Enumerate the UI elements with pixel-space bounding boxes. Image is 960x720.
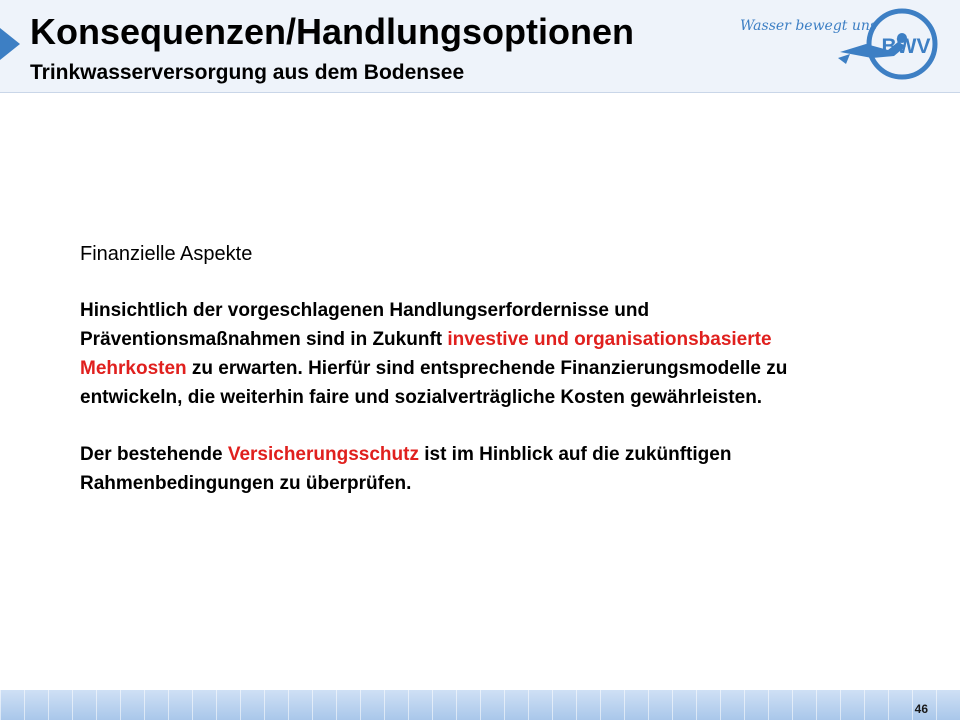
paragraph-text: Hinsichtlich der vorgeschlagenen Handlungserfordernisse und Präventionsmaßnahmen sind in Zukunft [80,300,650,350]
header-arrow-icon [0,28,20,60]
highlight-text: investive und organisationsbasierte Mehrkosten [80,329,772,379]
paragraph-text: ist im Hinblick auf die zukünftigen Rahmenbedingungen zu überprüfen. [80,444,732,494]
highlight-text: Versicherungsschutz [227,444,419,465]
slide-title: Konsequenzen/Handlungsoptionen [30,11,634,52]
diver-logo-icon [836,6,942,84]
page-number: 46 [914,702,928,716]
slide-content [80,240,840,526]
logo-slogan: Wasser bewegt uns [740,18,878,34]
section-heading: Finanzielle Aspekte [80,243,253,265]
paragraph-text: Der bestehende [80,444,228,465]
slide-header [0,0,960,93]
paragraph-financing [80,296,840,412]
logo [736,6,946,86]
paragraph-text: zu erwarten. Hierfür sind entsprechende Finanzierungsmodelle zu entwickeln, die weiterhin faire und sozialverträgliche Kosten gewährleisten. [80,358,788,408]
slide-subtitle: Trinkwasserversorgung aus dem Bodensee [30,61,465,84]
logo-text: BWV [881,35,931,58]
slide-footer [0,690,960,720]
paragraph-insurance [80,440,840,498]
